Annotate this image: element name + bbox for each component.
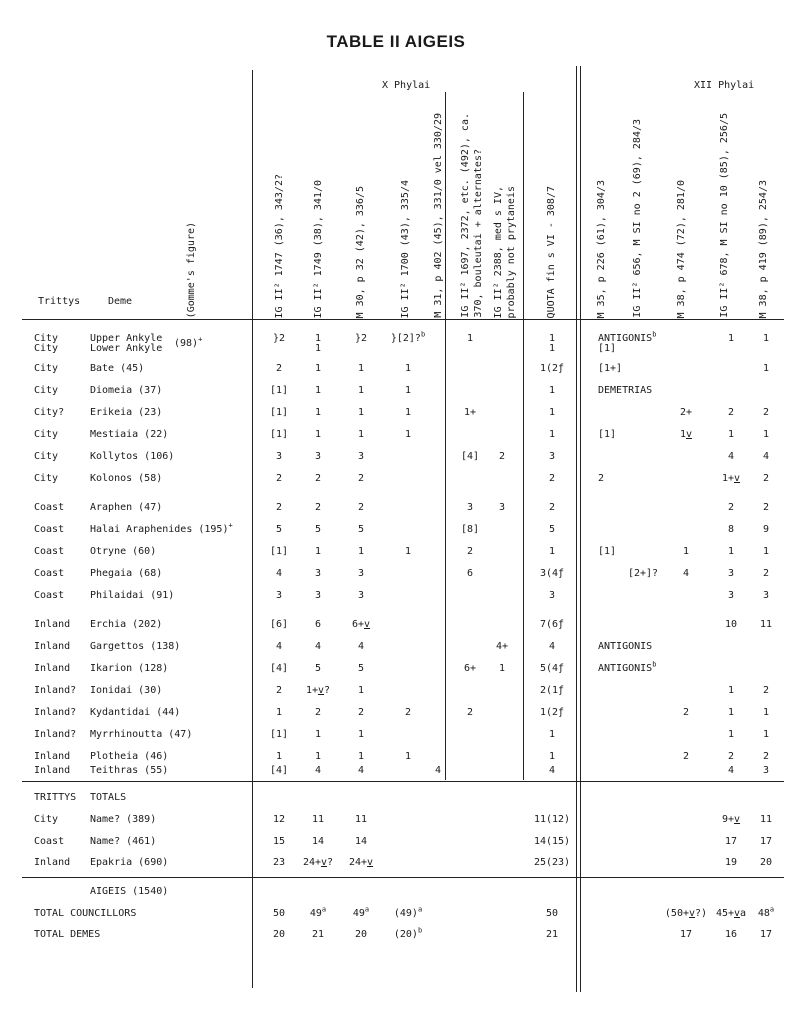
footer-cell-c4: $(49)^a$	[393, 905, 423, 919]
table-cell-c1: [1]	[269, 407, 289, 418]
table-cell-c12: 1	[727, 546, 735, 557]
table-cell-c4: 1	[404, 363, 412, 374]
col-header-2: IG II² 1749 (38), 341/0	[313, 179, 324, 318]
table-cell-c1: 1	[275, 751, 283, 762]
table-cell-c2: 1+v?	[305, 685, 331, 696]
table-cell-c13: 9	[762, 524, 770, 535]
table-cell-c12: 1	[727, 333, 735, 344]
col-header-4: IG II² 1700 (43), 335/4	[400, 179, 411, 318]
table-cell-c12: 4	[727, 765, 735, 776]
totals-cell-c3: 24+v	[348, 857, 374, 868]
totals-header-trittys: TRITTYS	[34, 792, 77, 803]
table-cell-c11: 4	[682, 568, 690, 579]
table-cell-c3: 1	[357, 407, 365, 418]
table-cell-c13: 1	[762, 333, 770, 344]
table-cell-c12: 3	[727, 590, 735, 601]
table-cell-c12: 2	[727, 407, 735, 418]
xii-phylai-header: XII Phylai	[694, 80, 755, 91]
totals-rule	[22, 781, 784, 782]
table-cell-c3: 4	[357, 641, 365, 652]
table-cell-c11: 2	[682, 707, 690, 718]
table-cell-c3: 2	[357, 707, 365, 718]
table-cell-c2: 1	[314, 729, 322, 740]
table-cell-c1: [1]	[269, 385, 289, 396]
table-cell-c2: 1	[314, 546, 322, 557]
table-cell-c1: 5	[275, 524, 283, 535]
footer-rule	[22, 877, 784, 878]
trittys-cell: Coast	[34, 568, 65, 579]
table-cell-c12: 2	[727, 751, 735, 762]
footer-cell-c4: $(20)^b$	[393, 926, 423, 940]
divider-ig1697	[445, 92, 446, 780]
deme-cell: Mestiaia (22)	[90, 429, 169, 440]
table-cell-c1: }2	[272, 333, 286, 344]
table-cell-c13: 1	[762, 729, 770, 740]
table-cell-c4: 2	[404, 707, 412, 718]
table-cell-c1: [1]	[269, 429, 289, 440]
table-cell-c4: }[2]?$^b$	[390, 330, 426, 344]
table-cell-c1: 2	[275, 685, 283, 696]
table-cell-c8: 1	[548, 343, 556, 354]
footer-cell-c8: 50	[545, 908, 559, 919]
table-cell-c9: ANTIGONIS$^b$	[598, 660, 657, 674]
table-cell-c1: [4]	[269, 663, 289, 674]
trittys-cell: Inland	[34, 765, 71, 776]
footer-cell-c11: 17	[679, 929, 693, 940]
table-cell-c6: 6+	[463, 663, 477, 674]
deme-header: Deme	[108, 296, 133, 307]
table-cell-c13: 11	[759, 619, 773, 630]
deme-cell: Phegaia (68)	[90, 568, 163, 579]
table-cell-c12: 8	[727, 524, 735, 535]
table-cell-c6: 1+	[463, 407, 477, 418]
table-cell-c6: 1	[466, 333, 474, 344]
table-cell-c8: 3	[548, 590, 556, 601]
table-cell-c2: 5	[314, 663, 322, 674]
totals-trittys-cell: City	[34, 814, 59, 825]
table-cell-c1: 4	[275, 568, 283, 579]
deme-cell: Lower Ankyle	[90, 343, 163, 354]
table-cell-c3: 1	[357, 363, 365, 374]
table-cell-c8: 1(2ƒ	[539, 363, 565, 374]
totals-cell-c3: 11	[354, 814, 368, 825]
table-cell-c6: [8]	[460, 524, 480, 535]
table-cell-c1: 3	[275, 451, 283, 462]
table-cell-c10: [2+]?	[627, 568, 659, 579]
trittys-cell: Inland?	[34, 685, 77, 696]
totals-cell-c8: 14(15)	[533, 836, 571, 847]
deme-cell: Erchia (202)	[90, 619, 163, 630]
table-cell-c13: 2	[762, 568, 770, 579]
table-cell-c2: 3	[314, 451, 322, 462]
table-cell-c6: 3	[466, 502, 474, 513]
totals-cell-c12: 19	[724, 857, 738, 868]
table-cell-c2: 1	[314, 333, 322, 344]
table-cell-c1: [1]	[269, 729, 289, 740]
col-header-3: M 30, p 32 (42), 336/5	[355, 185, 366, 318]
table-cell-c6: 2	[466, 546, 474, 557]
table-cell-c4: 1	[404, 407, 412, 418]
table-cell-c9: ANTIGONIS$^b$	[598, 330, 657, 344]
table-cell-c1: 2	[275, 502, 283, 513]
table-cell-c4: 1	[404, 429, 412, 440]
footer-label: TOTAL DEMES	[34, 929, 101, 940]
table-cell-c3: 3	[357, 590, 365, 601]
trittys-cell: City?	[34, 407, 65, 418]
table-cell-c12: 1	[727, 707, 735, 718]
table-cell-c5: 4	[434, 765, 442, 776]
table-cell-c2: 1	[314, 385, 322, 396]
trittys-cell: Coast	[34, 524, 65, 535]
table-cell-c2: 3	[314, 568, 322, 579]
totals-name-cell: Name? (461)	[90, 836, 157, 847]
table-cell-c8: 1	[548, 407, 556, 418]
table-cell-c12: 1	[727, 729, 735, 740]
table-cell-c3: 6+v	[351, 619, 371, 630]
totals-trittys-cell: Inland	[34, 857, 71, 868]
table-cell-c9: DEMETRIAS	[598, 385, 653, 396]
table-cell-c1: 3	[275, 590, 283, 601]
header-rule	[22, 319, 784, 320]
aigeis-label: AIGEIS (1540)	[90, 886, 169, 897]
trittys-cell: Inland	[34, 619, 71, 630]
table-cell-c3: 2	[357, 473, 365, 484]
table-cell-c13: 1	[762, 429, 770, 440]
table-cell-c3: 1	[357, 385, 365, 396]
table-cell-c2: 4	[314, 641, 322, 652]
totals-cell-c13: 20	[759, 857, 773, 868]
table-cell-c9: [1]	[598, 429, 617, 440]
trittys-cell: Inland?	[34, 707, 77, 718]
table-cell-c12: 4	[727, 451, 735, 462]
totals-cell-c8: 25(23)	[533, 857, 571, 868]
table-cell-c6: 6	[466, 568, 474, 579]
table-cell-c13: 1	[762, 546, 770, 557]
trittys-cell: Inland	[34, 663, 71, 674]
footer-cell-c2: 21	[311, 929, 325, 940]
col-header-6b: 370, bouleutai + alternates?	[473, 149, 484, 318]
table-cell-c13: 2	[762, 473, 770, 484]
page-title: TABLE II AIGEIS	[326, 32, 466, 51]
table-cell-c4: 1	[404, 546, 412, 557]
deme-cell: Philaidai (91)	[90, 590, 175, 601]
gomme-cell: (98)+	[174, 335, 203, 349]
col-header-11: M 38, p 474 (72), 281/0	[676, 179, 687, 318]
table-cell-c12: 1	[727, 429, 735, 440]
table-cell-c13: 2	[762, 502, 770, 513]
table-cell-c3: 1	[357, 546, 365, 557]
table-cell-c1: 2	[275, 473, 283, 484]
table-cell-c13: 1	[762, 707, 770, 718]
col-header-1: IG II² 1747 (36), 343/2?	[274, 173, 285, 318]
deme-cell: Teithras (55)	[90, 765, 169, 776]
totals-cell-c1: 15	[272, 836, 286, 847]
table-cell-c8: 1(2ƒ	[539, 707, 565, 718]
table-cell-c1: [6]	[269, 619, 289, 630]
totals-cell-c2: 14	[311, 836, 325, 847]
table-cell-c12: 1+v	[721, 473, 741, 484]
deme-cell: Erikeia (23)	[90, 407, 163, 418]
table-cell-c8: 1	[548, 429, 556, 440]
footer-cell-c1: 20	[272, 929, 286, 940]
table-cell-c8: 4	[548, 765, 556, 776]
deme-cell: Diomeia (37)	[90, 385, 163, 396]
deme-cell: Otryne (60)	[90, 546, 157, 557]
table-cell-c2: 6	[314, 619, 322, 630]
table-cell-c9: [1]	[598, 546, 617, 557]
trittys-cell: City	[34, 333, 59, 344]
table-cell-c9: [1]	[598, 343, 617, 354]
trittys-cell: Inland	[34, 751, 71, 762]
deme-cell: Gargettos (138)	[90, 641, 181, 652]
table-cell-c13: 2	[762, 685, 770, 696]
table-cell-c1: [4]	[269, 765, 289, 776]
deme-cell: Ionidai (30)	[90, 685, 163, 696]
table-cell-c12: 3	[727, 568, 735, 579]
table-cell-c12: 2	[727, 502, 735, 513]
table-cell-c3: 1	[357, 685, 365, 696]
table-cell-c8: 2(1ƒ	[539, 685, 565, 696]
table-cell-c2: 1	[314, 429, 322, 440]
col-header-6a: IG II² 1697, 2372, etc. (492), ca.	[460, 113, 471, 318]
deme-cell: Araphen (47)	[90, 502, 163, 513]
table-cell-c6: 2	[466, 707, 474, 718]
table-cell-c2: 2	[314, 707, 322, 718]
trittys-header: Trittys	[38, 296, 81, 307]
table-cell-c2: 5	[314, 524, 322, 535]
totals-header-deme: TOTALS	[90, 792, 127, 803]
table-cell-c4: 1	[404, 385, 412, 396]
table-cell-c2: 1	[314, 363, 322, 374]
table-cell-c13: 3	[762, 590, 770, 601]
table-cell-c2: 4	[314, 765, 322, 776]
table-cell-c6: [4]	[460, 451, 480, 462]
totals-cell-c3: 14	[354, 836, 368, 847]
deme-cell: Plotheia (46)	[90, 751, 169, 762]
table-cell-c1: 1	[275, 707, 283, 718]
footer-cell-c13: 17	[759, 929, 773, 940]
col-header-9: M 35, p 226 (61), 304/3	[596, 179, 607, 318]
table-cell-c11: 1	[682, 546, 690, 557]
table-cell-c8: 1	[548, 751, 556, 762]
trittys-cell: City	[34, 363, 59, 374]
col-header-8: QUOTA fin s VI - 308/7	[546, 185, 557, 318]
table-cell-c8: 2	[548, 502, 556, 513]
table-cell-c4: 1	[404, 751, 412, 762]
table-cell-c7: 2	[498, 451, 506, 462]
totals-cell-c8: 11(12)	[533, 814, 571, 825]
deme-cell: Kydantidai (44)	[90, 707, 181, 718]
table-cell-c3: 1	[357, 429, 365, 440]
table-cell-c9: 2	[598, 473, 605, 484]
col-header-12: IG II² 678, M SI no 10 (85), 256/5	[719, 113, 730, 318]
trittys-cell: Coast	[34, 502, 65, 513]
footer-cell-c2: 49$^a$	[309, 905, 327, 919]
table-cell-c2: 1	[314, 751, 322, 762]
col-header-13: M 38, p 419 (89), 254/3	[758, 179, 769, 318]
col-header-7a: IG II² 2388, med s IV,	[493, 185, 504, 318]
table-cell-c3: 4	[357, 765, 365, 776]
totals-cell-c1: 12	[272, 814, 286, 825]
footer-cell-c1: 50	[272, 908, 286, 919]
footer-label: TOTAL COUNCILLORS	[34, 908, 137, 919]
table-cell-c13: 2	[762, 751, 770, 762]
table-cell-c7: 3	[498, 502, 506, 513]
table-cell-c8: 1	[548, 333, 556, 344]
table-cell-c8: 3	[548, 451, 556, 462]
table-cell-c3: 1	[357, 751, 365, 762]
deme-cell: Bate (45)	[90, 363, 145, 374]
trittys-cell: Inland?	[34, 729, 77, 740]
table-cell-c13: 4	[762, 451, 770, 462]
trittys-cell: City	[34, 429, 59, 440]
trittys-cell: Coast	[34, 546, 65, 557]
table-cell-c12: 1	[727, 685, 735, 696]
table-cell-c3: 3	[357, 451, 365, 462]
table-cell-c7: 1	[498, 663, 506, 674]
trittys-cell: City	[34, 473, 59, 484]
deme-cell: Kolonos (58)	[90, 473, 163, 484]
totals-cell-c13: 17	[759, 836, 773, 847]
table-cell-c1: [1]	[269, 546, 289, 557]
totals-name-cell: Name? (389)	[90, 814, 157, 825]
table-cell-c3: 3	[357, 568, 365, 579]
footer-cell-c13: 48$^a$	[757, 905, 775, 919]
table-cell-c8: 4	[548, 641, 556, 652]
deme-cell: Halai Araphenides (195)+	[90, 521, 233, 535]
table-cell-c3: 1	[357, 729, 365, 740]
table-cell-c2: 1	[314, 407, 322, 418]
table-cell-c13: 3	[762, 765, 770, 776]
table-cell-c3: 5	[357, 663, 365, 674]
deme-cell: Kollytos (106)	[90, 451, 175, 462]
footer-cell-c3: 49$^a$	[352, 905, 370, 919]
table-cell-c2: 1	[314, 343, 322, 354]
table-cell-c8: 1	[548, 385, 556, 396]
totals-cell-c12: 17	[724, 836, 738, 847]
table-cell-c3: 5	[357, 524, 365, 535]
footer-cell-c11: (50+v?)	[664, 908, 708, 919]
table-cell-c13: 1	[762, 363, 770, 374]
table-cell-c3: 2	[357, 502, 365, 513]
totals-name-cell: Epakria (690)	[90, 857, 169, 868]
col-header-5: M 31, p 402 (45), 331/0 vel 330/29	[433, 113, 444, 318]
table-cell-c2: 3	[314, 590, 322, 601]
gomme-header: (Gomme's figure)	[186, 221, 197, 318]
table-cell-c11: 2+	[679, 407, 693, 418]
trittys-cell: Coast	[34, 590, 65, 601]
table-cell-c9: ANTIGONIS	[598, 641, 653, 652]
table-cell-c1: 4	[275, 641, 283, 652]
table-cell-c2: 2	[314, 473, 322, 484]
totals-cell-c12: 9+v	[721, 814, 741, 825]
table-cell-c7: 4+	[495, 641, 509, 652]
totals-cell-c2: 11	[311, 814, 325, 825]
deme-cell: Upper Ankyle	[90, 333, 163, 344]
trittys-cell: City	[34, 343, 59, 354]
x-phylai-header: X Phylai	[382, 80, 431, 91]
table-cell-c13: 2	[762, 407, 770, 418]
col-header-10: IG II² 656, M SI no 2 (69), 284/3	[632, 119, 643, 318]
deme-cell: Myrrhinoutta (47)	[90, 729, 193, 740]
footer-cell-c12: 16	[724, 929, 738, 940]
totals-cell-c13: 11	[759, 814, 773, 825]
trittys-cell: City	[34, 451, 59, 462]
table-cell-c3: }2	[354, 333, 368, 344]
table-cell-c8: 7(6ƒ	[539, 619, 565, 630]
table-cell-c8: 5	[548, 524, 556, 535]
footer-cell-c3: 20	[354, 929, 368, 940]
footer-cell-c12: 45+va	[715, 908, 747, 919]
table-cell-c12: 10	[724, 619, 738, 630]
deme-cell: Ikarion (128)	[90, 663, 169, 674]
totals-trittys-cell: Coast	[34, 836, 65, 847]
table-cell-c8: 3(4ƒ	[539, 568, 565, 579]
table-cell-c8: 2	[548, 473, 556, 484]
totals-cell-c2: 24+v?	[302, 857, 334, 868]
table-cell-c8: 5(4ƒ	[539, 663, 565, 674]
table-cell-c9: [1+]	[598, 363, 623, 374]
table-cell-c11: 1v	[679, 429, 693, 440]
table-cell-c2: 2	[314, 502, 322, 513]
table-cell-c8: 1	[548, 729, 556, 740]
table-cell-c8: 1	[548, 546, 556, 557]
col-header-7b: probably not prytaneis	[506, 185, 517, 318]
table-cell-c1: 2	[275, 363, 283, 374]
table-cell-c11: 2	[682, 751, 690, 762]
trittys-cell: Inland	[34, 641, 71, 652]
totals-cell-c1: 23	[272, 857, 286, 868]
footer-cell-c8: 21	[545, 929, 559, 940]
trittys-cell: City	[34, 385, 59, 396]
